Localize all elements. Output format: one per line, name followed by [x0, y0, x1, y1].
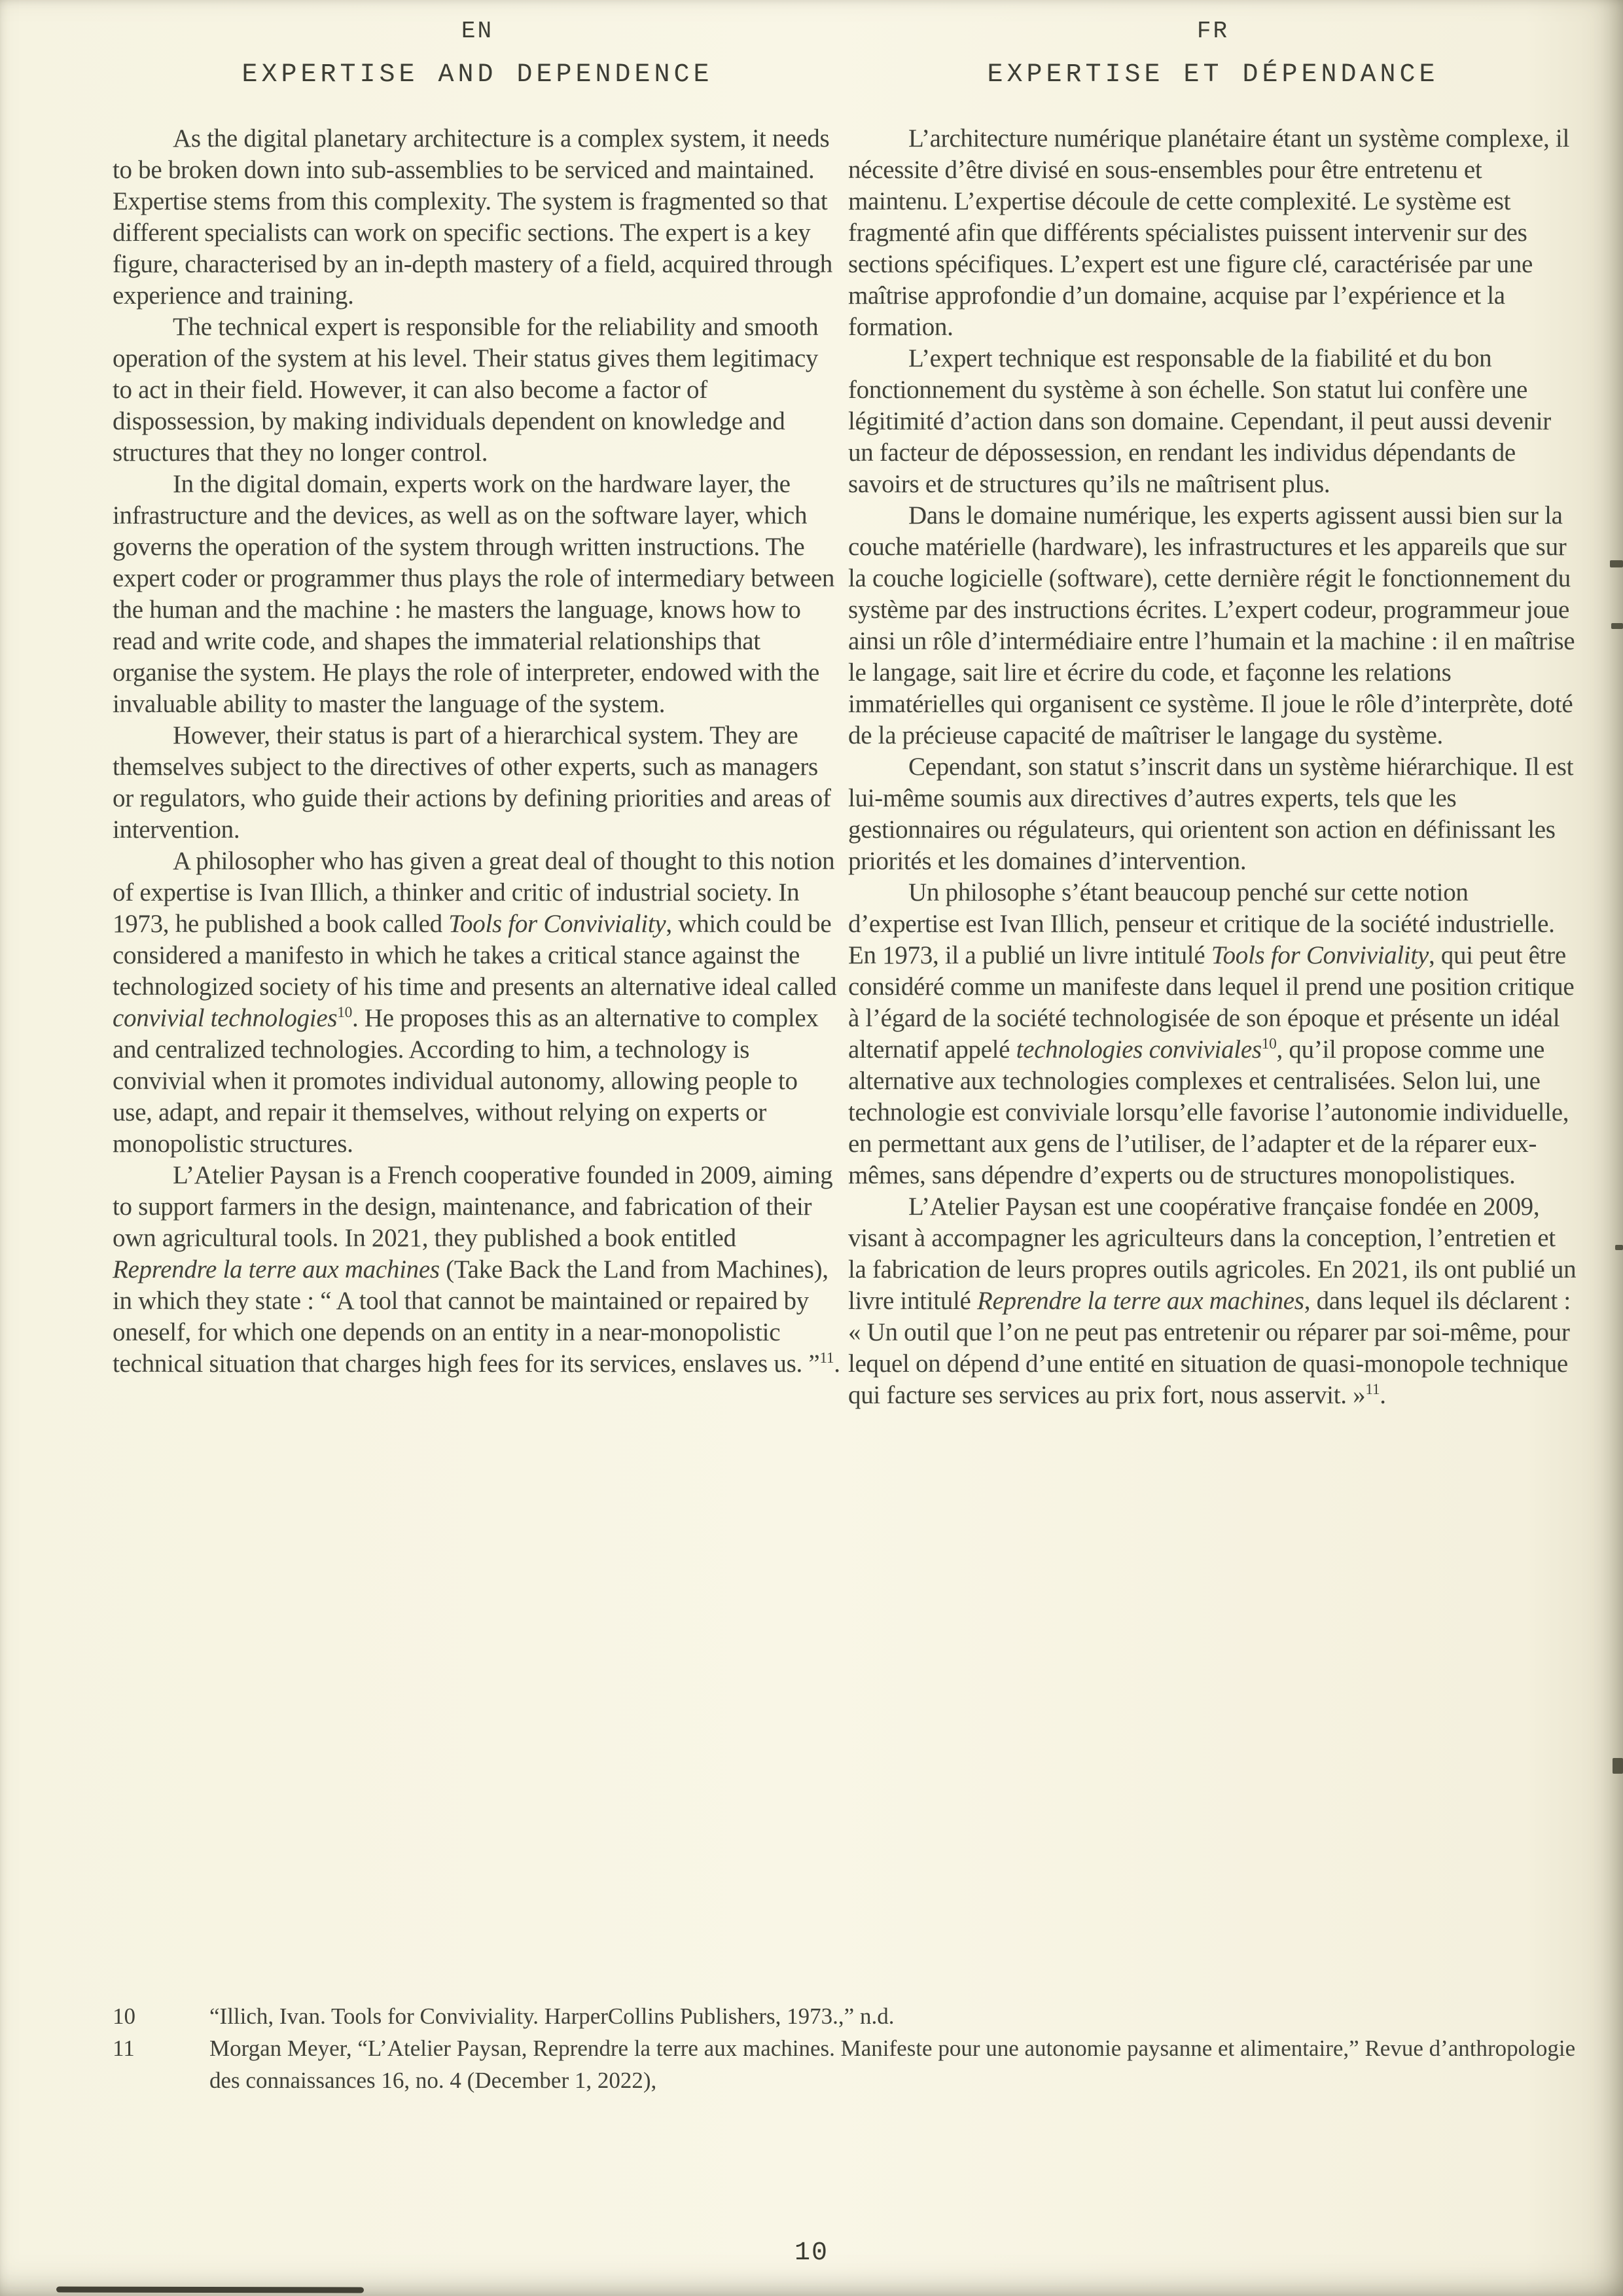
paragraph: Cependant, son statut s’inscrit dans un système hiérarchique. Il est lui-même soumis aux directives d’autres experts, tels que les gestionnaires ou régulateurs, qui orientent son action en définissant les priorités et les domaines d’intervention. — [848, 753, 1574, 875]
paragraph: L’expert technique est responsable de la fiabilité et du bon fonctionnement du système à son échelle. Son statut lui confère une légitimité d’action dans son domaine. Cependant, il peut aussi devenir un facteur de dépossession, en rendant les individus dépendants de savoirs et de structures qu’ils ne maîtrisent plus. — [848, 344, 1551, 498]
footnote-row — [113, 2000, 1585, 2032]
language-label-en: EN — [461, 18, 494, 45]
paragraph: L’architecture numérique planétaire étant un système complexe, il nécessite d’être divisé en sous-ensembles pour être entretenu et maintenu. L’expertise découle de cette complexité. Le système est fragmenté afin que différents spécialistes puissent intervenir sur des sections spécifiques. L’expert est une figure clé, caractérisée par une maîtrise approfondie d’un domaine, acquise par l’expérience et la formation. — [848, 124, 1569, 341]
footnote-row — [113, 2032, 1585, 2096]
footnote-number: 10 — [113, 2003, 135, 2029]
column-french — [848, 0, 1578, 1411]
paragraph: L’Atelier Paysan is a French cooperative founded in 2009, aiming to support farmers in the design, maintenance, and fabrication of their own agricultural tools. In 2021, they published a book entitled Reprendre la terre aux machines (Take Back the Land from Machines), in which they state : “ A tool that cannot be maintained or repaired by oneself, for which one depends on an entity in a near-monopolistic technical situation that charges high fees for its services, enslaves us. ”$^{11}$. — [113, 1161, 840, 1378]
page-number: 10 — [794, 2238, 829, 2268]
paragraph: As the digital planetary architecture is a complex system, it needs to be broken down into sub-assemblies to be serviced and maintained. Expertise stems from this complexity. The system is fragmented so that different specialists can work on specific sections. The expert is a key figure, characterised by an in-depth mastery of a field, acquired through experience and training. — [113, 124, 832, 310]
column-title-fr: EXPERTISE ET DÉPENDANCE — [987, 60, 1439, 90]
paragraph: Un philosophe s’étant beaucoup penché sur cette notion d’expertise est Ivan Illich, penseur et critique de la société industrielle. En 1973, il a publié un livre intitulé Tools for Conviviality, qui peut être considéré comme un manifeste dans lequel il prend une position critique à l’égard de la société technologisée de son époque et présente un idéal alternatif appelé technologies conviviales$^{10}$, qu’il propose comme une alternative aux technologies complexes et centralisées. Selon lui, une technologie est conviviale lorsqu’elle favorise l’autonomie individuelle, en permettant aux gens de l’utiliser, de l’adapter et de la réparer eux-mêmes, sans dépendre d’experts ou de structures monopolistiques. — [848, 878, 1575, 1189]
paragraph: The technical expert is responsible for the reliability and smooth operation of the system at his level. Their status gives them legitimacy to act in their field. However, it can also become a factor of dispossession, by making individuals dependent on knowledge and structures that they no longer control. — [113, 313, 819, 467]
scan-artifact — [1613, 1758, 1623, 1774]
footnote-number: 11 — [113, 2036, 135, 2061]
column-body-en — [113, 123, 842, 1380]
column-body-fr — [848, 123, 1578, 1411]
column-english — [113, 0, 842, 1380]
paragraph: L’Atelier Paysan est une coopérative française fondée en 2009, visant à accompagner les agriculteurs dans la conception, l’entretien et la fabrication de leurs propres outils agricoles. En 2021, ils ont publié un livre intitulé Reprendre la terre aux machines, dans lequel ils déclarent : « Un outil que l’on ne peut pas entretenir ou réparer par soi-même, pour lequel on dépend d’une entité en situation de quasi-monopole technique qui facture ses services au prix fort, nous asservit. »$^{11}$. — [848, 1193, 1577, 1409]
scan-artifact — [1610, 560, 1623, 567]
paragraph: Dans le domaine numérique, les experts agissent aussi bien sur la couche matérielle (hardware), les infrastructures et les appareils que sur la couche logicielle (software), cette dernière régit le fonctionnement du système par des instructions écrites. L’expert codeur, programmeur joue ainsi un rôle d’intermédiaire entre l’humain et la machine : il en maîtrise le langage, sait lire et écrire du code, et façonne les relations immatérielles qui organisent ce système. Il joue le rôle d’interprète, doté de la précieuse capacité de maîtriser le langage du système. — [848, 501, 1575, 749]
scan-shadow-streak — [56, 2287, 364, 2293]
scan-artifact — [1615, 1245, 1623, 1250]
footnotes — [113, 2000, 1585, 2096]
footnote-text: Morgan Meyer, “L’Atelier Paysan, Reprendre la terre aux machines. Manifeste pour une autonomie paysanne et alimentaire,” Revue d’anthropologie des connaissances 16, no. 4 (December 1, 2022), — [209, 2036, 1576, 2093]
column-title-en: EXPERTISE AND DEPENDENCE — [241, 60, 713, 90]
scan-artifact — [1611, 623, 1623, 629]
footnote-text: “Illich, Ivan. Tools for Conviviality. HarperCollins Publishers, 1973.,” n.d. — [209, 2003, 895, 2029]
paragraph: However, their status is part of a hierarchical system. They are themselves subject to the directives of other experts, such as managers or regulators, who guide their actions by defining priorities and areas of intervention. — [113, 721, 831, 844]
paragraph: A philosopher who has given a great deal of thought to this notion of expertise is Ivan Illich, a thinker and critic of industrial society. In 1973, he published a book called Tools for Conviviality, which could be considered a manifesto in which he takes a critical stance against the technologized society of his time and presents an alternative ideal called convivial technologies$^{10}$. He proposes this as an alternative to complex and centralized technologies. According to him, a technology is convivial when it promotes individual autonomy, allowing people to use, adapt, and repair it themselves, without relying on experts or monopolistic structures. — [113, 847, 837, 1158]
paragraph: In the digital domain, experts work on the hardware layer, the infrastructure and the devices, as well as on the software layer, which governs the operation of the system through written instructions. The expert coder or programmer thus plays the role of intermediary between the human and the machine : he masters the language, knows how to read and write code, and shapes the immaterial relationships that organise the system. He plays the role of interpreter, endowed with the invaluable ability to master the language of the system. — [113, 470, 835, 718]
language-label-fr: FR — [1196, 18, 1230, 45]
